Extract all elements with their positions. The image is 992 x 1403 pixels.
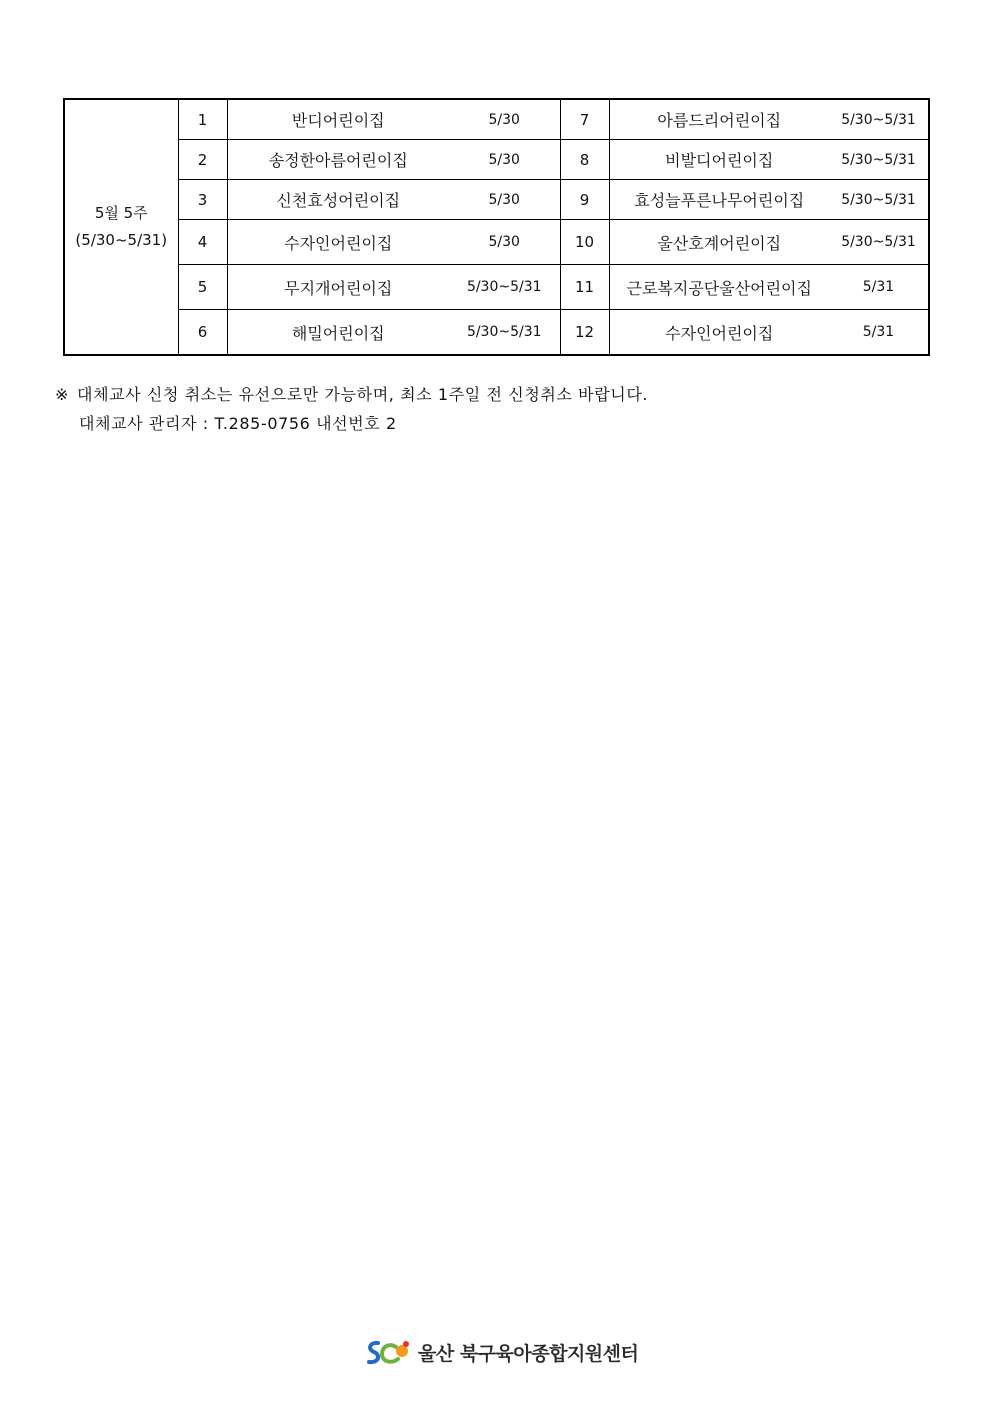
left-date: 5/30 bbox=[449, 99, 560, 140]
left-number: 2 bbox=[178, 140, 227, 180]
center-logo-icon bbox=[364, 1336, 412, 1368]
right-number: 11 bbox=[560, 265, 609, 310]
left-number: 4 bbox=[178, 220, 227, 265]
right-date: 5/30~5/31 bbox=[829, 220, 929, 265]
week-label: 5월 5주 bbox=[94, 204, 148, 222]
left-date: 5/30 bbox=[449, 220, 560, 265]
right-number: 12 bbox=[560, 310, 609, 356]
left-daycare-name: 수자인어린이집 bbox=[227, 220, 449, 265]
notes bbox=[55, 380, 648, 438]
cancel-notice-text: 대체교사 신청 취소는 유선으로만 가능하며, 최소 1주일 전 신청취소 바랍니다. bbox=[77, 385, 649, 404]
table-row bbox=[64, 180, 929, 220]
week-cell bbox=[64, 99, 178, 355]
left-daycare-name: 해밀어린이집 bbox=[227, 310, 449, 356]
week-range: (5/30~5/31) bbox=[75, 231, 168, 249]
left-number: 3 bbox=[178, 180, 227, 220]
left-number: 1 bbox=[178, 99, 227, 140]
left-date: 5/30~5/31 bbox=[449, 310, 560, 356]
cancel-notice bbox=[55, 380, 648, 409]
right-date: 5/30~5/31 bbox=[829, 99, 929, 140]
right-number: 10 bbox=[560, 220, 609, 265]
left-daycare-name: 무지개어린이집 bbox=[227, 265, 449, 310]
right-number: 8 bbox=[560, 140, 609, 180]
table-row bbox=[64, 265, 929, 310]
right-date: 5/31 bbox=[829, 265, 929, 310]
right-date: 5/30~5/31 bbox=[829, 140, 929, 180]
left-daycare-name: 신천효성어린이집 bbox=[227, 180, 449, 220]
right-date: 5/30~5/31 bbox=[829, 180, 929, 220]
left-date: 5/30~5/31 bbox=[449, 265, 560, 310]
right-daycare-name: 효성늘푸른나무어린이집 bbox=[609, 180, 829, 220]
left-date: 5/30 bbox=[449, 180, 560, 220]
right-daycare-name: 수자인어린이집 bbox=[609, 310, 829, 356]
right-daycare-name: 근로복지공단울산어린이집 bbox=[609, 265, 829, 310]
right-date: 5/31 bbox=[829, 310, 929, 356]
right-daycare-name: 울산호계어린이집 bbox=[609, 220, 829, 265]
table-row bbox=[64, 99, 929, 140]
right-number: 7 bbox=[560, 99, 609, 140]
table-row bbox=[64, 310, 929, 356]
left-daycare-name: 반디어린이집 bbox=[227, 99, 449, 140]
org-name: 울산 북구육아종합지원센터 bbox=[418, 1342, 639, 1365]
left-number: 5 bbox=[178, 265, 227, 310]
footer-logo bbox=[364, 1334, 638, 1370]
right-daycare-name: 비발디어린이집 bbox=[609, 140, 829, 180]
left-daycare-name: 송정한아름어린이집 bbox=[227, 140, 449, 180]
left-date: 5/30 bbox=[449, 140, 560, 180]
manager-contact: 대체교사 관리자 : T.285-0756 내선번호 2 bbox=[79, 414, 397, 433]
schedule-table bbox=[63, 98, 930, 356]
table-row bbox=[64, 220, 929, 265]
table-row bbox=[64, 140, 929, 180]
right-number: 9 bbox=[560, 180, 609, 220]
left-number: 6 bbox=[178, 310, 227, 356]
reference-mark: ※ bbox=[55, 385, 70, 404]
right-daycare-name: 아름드리어린이집 bbox=[609, 99, 829, 140]
